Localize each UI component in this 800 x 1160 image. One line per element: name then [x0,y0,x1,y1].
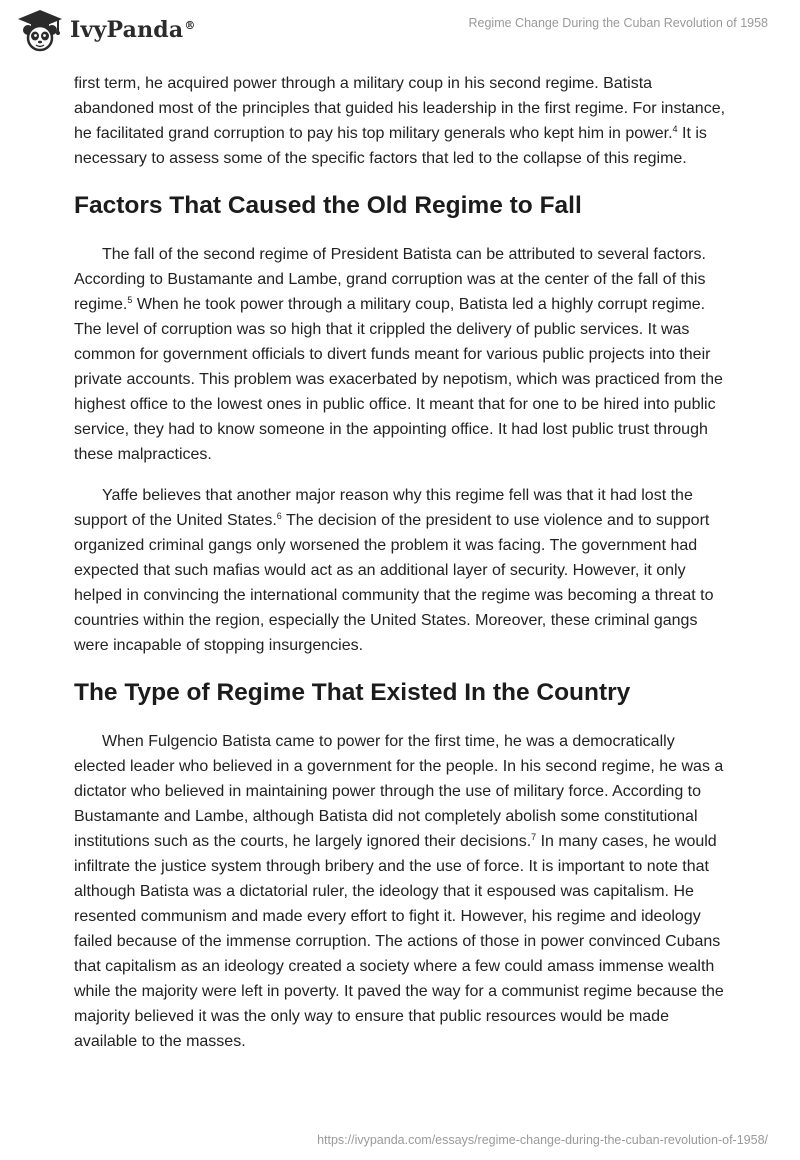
essay-content [74,71,728,1070]
paragraph: When Fulgencio Batista came to power for the first time, he was a democratically elected leader who believed in a government for the people. In his second regime, he was a dictator who believed in maintaining power through the use of military force. According to Bustamante and Lambe, although Batista did not completely abolish some constitutional institutions such as the courts, he largely ignored their decisions.$^7$ In many cases, he would infiltrate the justice system through bribery and the use of force. It is important to note that although Batista was a dictatorial ruler, the ideology that it espoused was capitalism. He resented communism and made every effort to fight it. However, his regime and ideology failed because of the immense corruption. The actions of those in power convinced Cubans that capitalism as an ideology created a society where a few could amass immense wealth while the majority were left in poverty. It paved the way for a communist regime because the majority believed it was the only way to ensure that public resources would be made available to the masses. [74,733,724,1050]
footnote-ref[interactable]: 6 [276,511,282,521]
page-header [0,0,800,60]
footnote-ref[interactable]: 5 [127,295,133,305]
section-heading: Factors That Caused the Old Regime to Fall [74,192,582,219]
site-logo[interactable] [14,8,196,52]
paragraph: first term, he acquired power through a military coup in his second regime. Batista abandoned most of the principles that guided his leadership in the first regime. For instance, he facilitated grand corruption to pay his top military generals who kept him in power.$^4$ It is necessary to assess some of the specific factors that led to the collapse of this regime. [74,75,726,167]
running-title: Regime Change During the Cuban Revolution of 1958 [468,16,768,30]
footnote-ref[interactable]: 4 [672,124,678,134]
panda-graduate-logo-icon [14,8,66,52]
paragraph: Yaffe believes that another major reason why this regime fell was that it had lost the support of the United States.$^6$ The decision of the president to use violence and to support organized criminal gangs only worsened the problem it was facing. The government had expected that such mafias would act as an additional layer of security. However, it only helped in convincing the international community that the regime was becoming a threat to countries within the region, especially the United States. Moreover, these criminal gangs were incapable of stopping insurgencies. [74,487,714,654]
paragraph: The fall of the second regime of President Batista can be attributed to several factors. According to Bustamante and Lambe, grand corruption was at the center of the fall of this regime.$^5$ When he took power through a military coup, Batista led a highly corrupt regime. The level of corruption was so high that it crippled the delivery of public services. It was common for government officials to divert funds meant for various public projects into their private accounts. This problem was exacerbated by nepotism, which was practiced from the highest office to the lowest ones in public office. It meant that for one to be hired into public service, they had to know someone in the appointing office. It had lost public trust through these malpractices. [74,246,723,463]
section-heading: The Type of Regime That Existed In the Country [74,679,631,706]
brand-name: IvyPanda® [70,17,196,43]
footnote-ref[interactable]: 7 [531,832,537,842]
registered-mark: ® [184,18,196,32]
source-url[interactable]: https://ivypanda.com/essays/regime-change-during-the-cuban-revolution-of-1958/ [317,1133,768,1147]
